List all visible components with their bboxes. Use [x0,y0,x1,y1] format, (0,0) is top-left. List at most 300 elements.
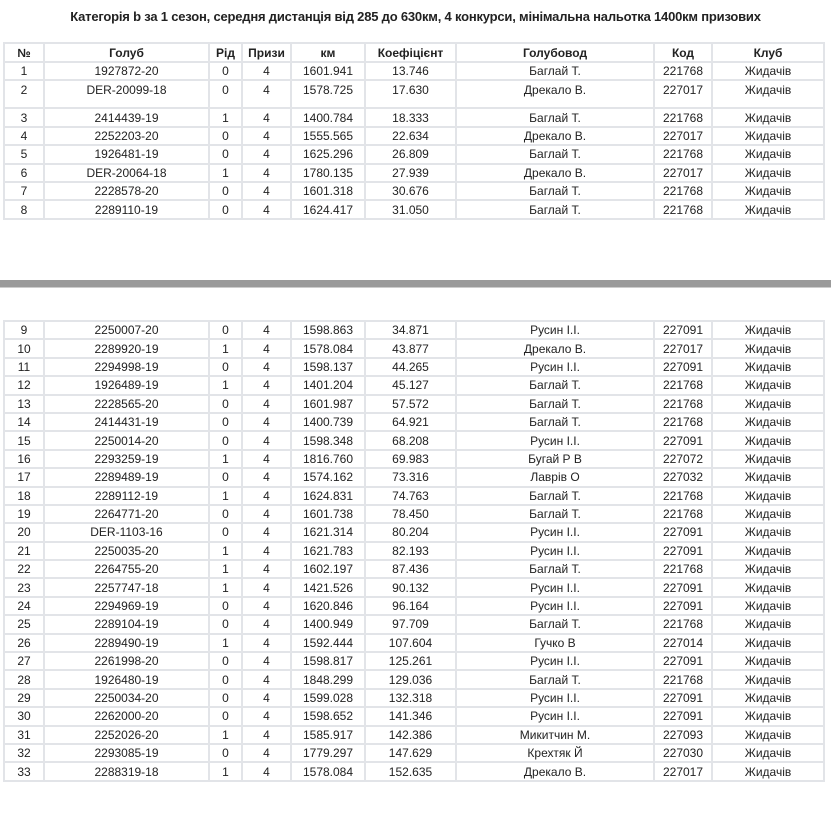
cell-number: 22 [4,560,44,578]
section-divider [0,280,831,288]
table-row [4,164,824,182]
cell-code: 227093 [654,726,712,744]
cell-club: Жидачів [712,578,824,596]
cell-club: Жидачів [712,560,824,578]
cell-prizes: 4 [242,744,291,762]
cell-number: 13 [4,395,44,413]
cell-pigeon: 2228578-20 [44,182,209,200]
cell-code: 227091 [654,707,712,725]
cell-fancier: Баглай Т. [456,62,654,80]
cell-coefficient: 34.871 [365,321,456,339]
cell-club: Жидачів [712,726,824,744]
cell-fancier: Русин І.І. [456,431,654,449]
cell-coefficient: 68.208 [365,431,456,449]
table-row [4,560,824,578]
cell-km: 1598.348 [291,431,365,449]
cell-code: 227091 [654,652,712,670]
cell-club: Жидачів [712,634,824,652]
cell-km: 1621.783 [291,542,365,560]
cell-prizes: 4 [242,468,291,486]
cell-km: 1601.941 [291,62,365,80]
cell-coefficient: 64.921 [365,413,456,431]
cell-fancier: Дрекало В. [456,164,654,182]
cell-km: 1599.028 [291,689,365,707]
cell-pigeon: 2252203-20 [44,127,209,145]
cell-coefficient: 17.630 [365,80,456,108]
cell-number: 24 [4,597,44,615]
cell-club: Жидачів [712,615,824,633]
cell-sex: 0 [209,523,242,541]
cell-fancier: Бугай Р В [456,450,654,468]
table-row [4,376,824,394]
table-row [4,744,824,762]
cell-club: Жидачів [712,358,824,376]
cell-coefficient: 141.346 [365,707,456,725]
cell-coefficient: 152.635 [365,762,456,780]
cell-number: 28 [4,670,44,688]
cell-fancier: Русин І.І. [456,597,654,615]
cell-sex: 0 [209,431,242,449]
cell-prizes: 4 [242,321,291,339]
cell-coefficient: 30.676 [365,182,456,200]
table-row [4,200,824,218]
cell-pigeon: 2289110-19 [44,200,209,218]
cell-pigeon: 2289112-19 [44,487,209,505]
cell-sex: 0 [209,145,242,163]
cell-sex: 0 [209,321,242,339]
cell-km: 1621.314 [291,523,365,541]
table-row [4,689,824,707]
cell-coefficient: 142.386 [365,726,456,744]
cell-km: 1578.725 [291,80,365,108]
cell-km: 1780.135 [291,164,365,182]
cell-fancier: Баглай Т. [456,413,654,431]
cell-sex: 1 [209,450,242,468]
cell-prizes: 4 [242,339,291,357]
header-code: Код [654,43,712,62]
cell-pigeon: 2250034-20 [44,689,209,707]
cell-pigeon: 2252026-20 [44,726,209,744]
cell-coefficient: 13.746 [365,62,456,80]
cell-sex: 0 [209,652,242,670]
cell-prizes: 4 [242,523,291,541]
cell-number: 17 [4,468,44,486]
cell-sex: 0 [209,670,242,688]
cell-number: 23 [4,578,44,596]
cell-prizes: 4 [242,145,291,163]
cell-club: Жидачів [712,80,824,108]
cell-pigeon: 1926481-19 [44,145,209,163]
cell-fancier: Дрекало В. [456,339,654,357]
cell-number: 29 [4,689,44,707]
cell-sex: 0 [209,127,242,145]
results-table-1 [3,42,825,220]
cell-km: 1601.987 [291,395,365,413]
table-row [4,542,824,560]
cell-prizes: 4 [242,358,291,376]
cell-coefficient: 90.132 [365,578,456,596]
cell-sex: 1 [209,164,242,182]
cell-club: Жидачів [712,670,824,688]
table-row [4,468,824,486]
cell-fancier: Дрекало В. [456,80,654,108]
cell-number: 30 [4,707,44,725]
cell-fancier: Баглай Т. [456,505,654,523]
header-km: км [291,43,365,62]
cell-prizes: 4 [242,395,291,413]
cell-pigeon: 2294998-19 [44,358,209,376]
header-prizes: Призи [242,43,291,62]
cell-sex: 0 [209,468,242,486]
cell-pigeon: 2289104-19 [44,615,209,633]
cell-club: Жидачів [712,182,824,200]
cell-coefficient: 45.127 [365,376,456,394]
cell-code: 221768 [654,505,712,523]
cell-pigeon: DER-1103-16 [44,523,209,541]
table-row [4,145,824,163]
cell-club: Жидачів [712,468,824,486]
table-row [4,652,824,670]
cell-sex: 1 [209,108,242,126]
cell-prizes: 4 [242,505,291,523]
table-row [4,358,824,376]
cell-fancier: Лаврів О [456,468,654,486]
cell-club: Жидачів [712,597,824,615]
cell-coefficient: 147.629 [365,744,456,762]
cell-code: 227017 [654,164,712,182]
table-row [4,578,824,596]
cell-code: 221768 [654,200,712,218]
cell-pigeon: 1927872-20 [44,62,209,80]
cell-pigeon: 2264755-20 [44,560,209,578]
table-row [4,634,824,652]
cell-pigeon: 2289489-19 [44,468,209,486]
cell-coefficient: 97.709 [365,615,456,633]
cell-club: Жидачів [712,652,824,670]
cell-fancier: Баглай Т. [456,487,654,505]
cell-coefficient: 82.193 [365,542,456,560]
cell-sex: 1 [209,376,242,394]
cell-club: Жидачів [712,744,824,762]
cell-fancier: Русин І.І. [456,689,654,707]
cell-club: Жидачів [712,542,824,560]
cell-club: Жидачів [712,707,824,725]
cell-sex: 1 [209,542,242,560]
cell-sex: 1 [209,560,242,578]
cell-number: 2 [4,80,44,108]
cell-coefficient: 80.204 [365,523,456,541]
table-row [4,413,824,431]
cell-sex: 1 [209,339,242,357]
cell-prizes: 4 [242,376,291,394]
cell-prizes: 4 [242,80,291,108]
cell-sex: 0 [209,707,242,725]
cell-number: 12 [4,376,44,394]
cell-km: 1555.565 [291,127,365,145]
cell-pigeon: DER-20064-18 [44,164,209,182]
cell-code: 221768 [654,670,712,688]
cell-km: 1601.738 [291,505,365,523]
table-row [4,726,824,744]
cell-pigeon: 2414439-19 [44,108,209,126]
cell-prizes: 4 [242,431,291,449]
cell-km: 1421.526 [291,578,365,596]
cell-prizes: 4 [242,182,291,200]
cell-club: Жидачів [712,395,824,413]
table-header-row [4,43,824,62]
cell-number: 3 [4,108,44,126]
cell-sex: 0 [209,615,242,633]
cell-club: Жидачів [712,127,824,145]
cell-pigeon: 2250014-20 [44,431,209,449]
cell-km: 1401.204 [291,376,365,394]
cell-sex: 0 [209,744,242,762]
cell-km: 1400.949 [291,615,365,633]
cell-club: Жидачів [712,413,824,431]
table-row [4,707,824,725]
cell-sex: 1 [209,578,242,596]
cell-code: 227091 [654,358,712,376]
cell-km: 1578.084 [291,762,365,780]
cell-prizes: 4 [242,634,291,652]
header-pigeon: Голуб [44,43,209,62]
cell-fancier: Русин І.І. [456,358,654,376]
cell-code: 227030 [654,744,712,762]
cell-fancier: Баглай Т. [456,145,654,163]
header-coefficient: Коефіцієнт [365,43,456,62]
cell-prizes: 4 [242,62,291,80]
cell-coefficient: 26.809 [365,145,456,163]
table-row [4,615,824,633]
cell-club: Жидачів [712,376,824,394]
cell-fancier: Баглай Т. [456,376,654,394]
cell-code: 227091 [654,431,712,449]
cell-code: 227091 [654,689,712,707]
cell-code: 227091 [654,321,712,339]
cell-km: 1624.831 [291,487,365,505]
cell-prizes: 4 [242,578,291,596]
cell-prizes: 4 [242,670,291,688]
cell-club: Жидачів [712,339,824,357]
cell-code: 227032 [654,468,712,486]
cell-km: 1400.784 [291,108,365,126]
cell-code: 227091 [654,578,712,596]
cell-pigeon: 2289920-19 [44,339,209,357]
table-row [4,450,824,468]
cell-sex: 1 [209,634,242,652]
cell-club: Жидачів [712,762,824,780]
cell-number: 33 [4,762,44,780]
cell-code: 221768 [654,182,712,200]
cell-number: 18 [4,487,44,505]
cell-number: 8 [4,200,44,218]
cell-fancier: Баглай Т. [456,395,654,413]
cell-club: Жидачів [712,321,824,339]
cell-code: 221768 [654,395,712,413]
cell-sex: 1 [209,762,242,780]
cell-code: 221768 [654,376,712,394]
cell-prizes: 4 [242,597,291,615]
cell-km: 1574.162 [291,468,365,486]
cell-code: 221768 [654,62,712,80]
cell-pigeon: 2288319-18 [44,762,209,780]
cell-number: 11 [4,358,44,376]
cell-club: Жидачів [712,689,824,707]
cell-prizes: 4 [242,707,291,725]
cell-club: Жидачів [712,108,824,126]
cell-coefficient: 69.983 [365,450,456,468]
cell-number: 21 [4,542,44,560]
cell-prizes: 4 [242,200,291,218]
cell-pigeon: 2414431-19 [44,413,209,431]
cell-number: 31 [4,726,44,744]
cell-km: 1620.846 [291,597,365,615]
cell-prizes: 4 [242,450,291,468]
cell-coefficient: 22.634 [365,127,456,145]
cell-club: Жидачів [712,145,824,163]
table-row [4,597,824,615]
cell-number: 10 [4,339,44,357]
cell-pigeon: 1926480-19 [44,670,209,688]
table-row [4,523,824,541]
cell-coefficient: 18.333 [365,108,456,126]
cell-pigeon: 2262000-20 [44,707,209,725]
cell-fancier: Русин І.І. [456,707,654,725]
cell-coefficient: 132.318 [365,689,456,707]
cell-number: 6 [4,164,44,182]
cell-pigeon: 2293259-19 [44,450,209,468]
cell-number: 5 [4,145,44,163]
cell-number: 9 [4,321,44,339]
cell-fancier: Дрекало В. [456,127,654,145]
cell-code: 227014 [654,634,712,652]
cell-club: Жидачів [712,164,824,182]
cell-coefficient: 43.877 [365,339,456,357]
cell-number: 15 [4,431,44,449]
cell-km: 1601.318 [291,182,365,200]
header-fancier: Голубовод [456,43,654,62]
table-row [4,762,824,780]
cell-fancier: Русин І.І. [456,578,654,596]
cell-code: 227091 [654,523,712,541]
cell-coefficient: 27.939 [365,164,456,182]
cell-code: 221768 [654,560,712,578]
table-row [4,487,824,505]
cell-sex: 0 [209,597,242,615]
cell-fancier: Крехтяк Й [456,744,654,762]
cell-km: 1848.299 [291,670,365,688]
cell-km: 1624.417 [291,200,365,218]
cell-code: 221768 [654,108,712,126]
cell-pigeon: 2261998-20 [44,652,209,670]
cell-km: 1602.197 [291,560,365,578]
cell-prizes: 4 [242,726,291,744]
cell-coefficient: 125.261 [365,652,456,670]
cell-fancier: Баглай Т. [456,200,654,218]
cell-km: 1598.863 [291,321,365,339]
cell-prizes: 4 [242,615,291,633]
cell-km: 1598.817 [291,652,365,670]
cell-coefficient: 129.036 [365,670,456,688]
table-row [4,339,824,357]
cell-sex: 0 [209,395,242,413]
cell-coefficient: 107.604 [365,634,456,652]
cell-pigeon: 2228565-20 [44,395,209,413]
cell-km: 1578.084 [291,339,365,357]
cell-pigeon: 2264771-20 [44,505,209,523]
cell-number: 20 [4,523,44,541]
cell-sex: 0 [209,689,242,707]
cell-code: 227072 [654,450,712,468]
table-row [4,395,824,413]
cell-prizes: 4 [242,164,291,182]
results-table-2 [3,320,825,782]
cell-sex: 0 [209,413,242,431]
cell-coefficient: 57.572 [365,395,456,413]
cell-fancier: Русин І.І. [456,542,654,560]
cell-fancier: Русин І.І. [456,652,654,670]
cell-code: 221768 [654,487,712,505]
cell-number: 19 [4,505,44,523]
cell-sex: 0 [209,358,242,376]
cell-code: 227017 [654,80,712,108]
table-row [4,670,824,688]
cell-km: 1598.652 [291,707,365,725]
cell-code: 227091 [654,542,712,560]
cell-prizes: 4 [242,542,291,560]
table-row [4,127,824,145]
cell-prizes: 4 [242,652,291,670]
cell-fancier: Баглай Т. [456,182,654,200]
cell-club: Жидачів [712,450,824,468]
cell-sex: 0 [209,182,242,200]
cell-number: 4 [4,127,44,145]
cell-fancier: Гучко В [456,634,654,652]
cell-number: 7 [4,182,44,200]
cell-sex: 0 [209,200,242,218]
table-row [4,182,824,200]
cell-number: 25 [4,615,44,633]
cell-sex: 0 [209,62,242,80]
cell-km: 1400.739 [291,413,365,431]
header-number: № [4,43,44,62]
cell-sex: 0 [209,505,242,523]
cell-number: 32 [4,744,44,762]
cell-code: 227017 [654,762,712,780]
cell-prizes: 4 [242,689,291,707]
cell-code: 227017 [654,127,712,145]
header-sex: Рід [209,43,242,62]
cell-fancier: Дрекало В. [456,762,654,780]
cell-fancier: Баглай Т. [456,560,654,578]
cell-number: 27 [4,652,44,670]
cell-code: 227017 [654,339,712,357]
cell-club: Жидачів [712,523,824,541]
cell-km: 1816.760 [291,450,365,468]
cell-fancier: Баглай Т. [456,108,654,126]
cell-prizes: 4 [242,487,291,505]
cell-coefficient: 44.265 [365,358,456,376]
cell-coefficient: 31.050 [365,200,456,218]
cell-coefficient: 78.450 [365,505,456,523]
cell-code: 221768 [654,145,712,163]
cell-coefficient: 74.763 [365,487,456,505]
cell-pigeon: DER-20099-18 [44,80,209,108]
cell-pigeon: 2250035-20 [44,542,209,560]
cell-pigeon: 2289490-19 [44,634,209,652]
cell-number: 14 [4,413,44,431]
cell-prizes: 4 [242,560,291,578]
